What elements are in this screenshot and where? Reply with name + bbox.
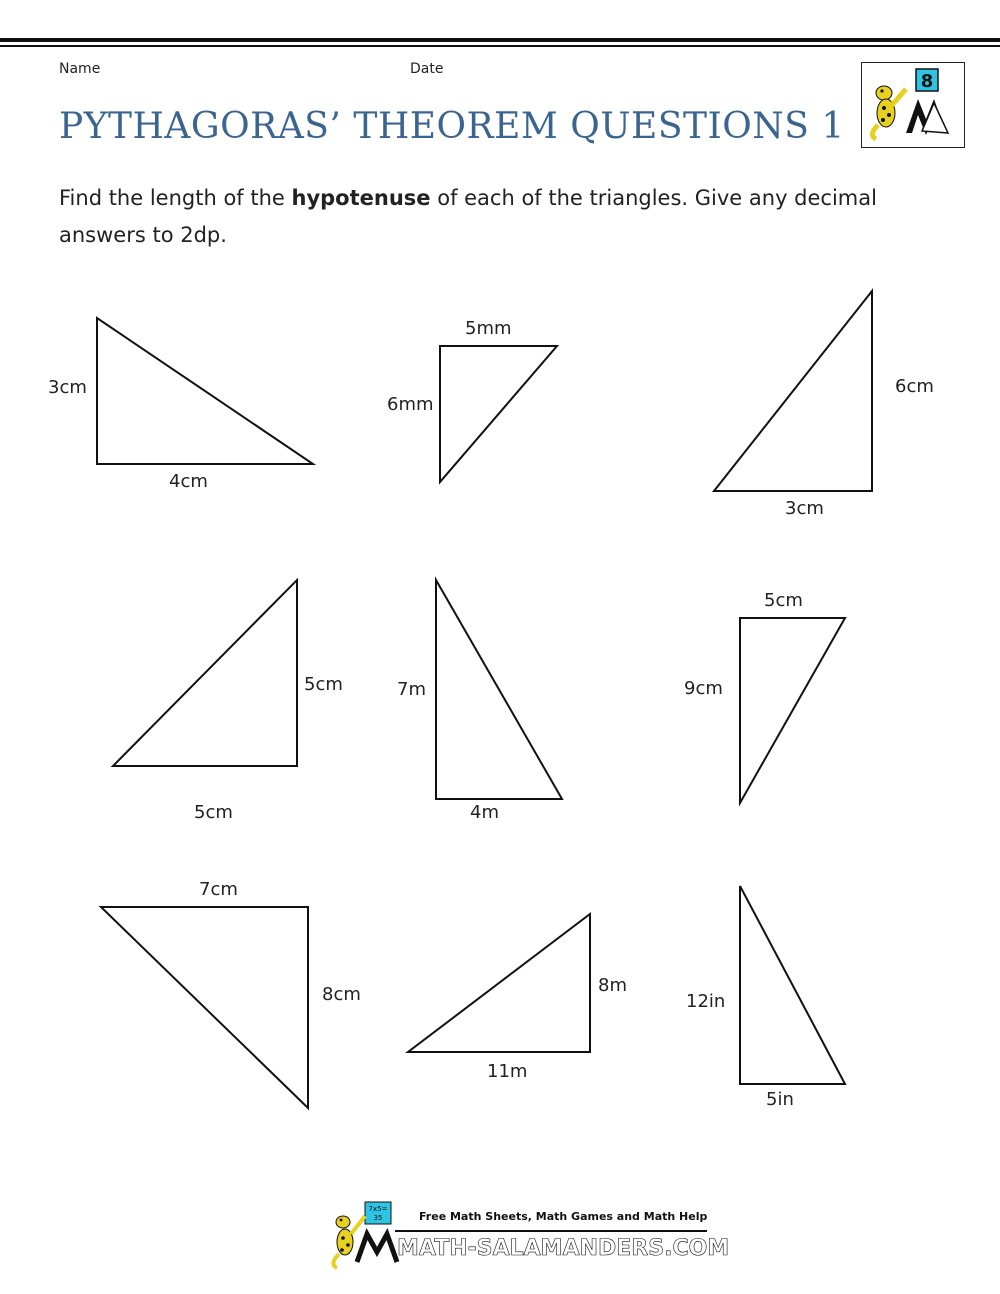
triangle-9-side-b-label: 5in bbox=[766, 1089, 794, 1110]
instructions-keyword: hypotenuse bbox=[291, 186, 431, 210]
triangle-6-side-a-label: 5cm bbox=[764, 590, 803, 611]
triangle-5-side-a-label: 7m bbox=[397, 679, 426, 700]
footer-tagline: Free Math Sheets, Math Games and Math Help bbox=[419, 1210, 708, 1223]
salamander-logo-icon bbox=[327, 1200, 407, 1270]
footer bbox=[327, 1200, 730, 1270]
triangle-7 bbox=[101, 907, 308, 1108]
triangle-4-side-b-label: 5cm bbox=[194, 802, 233, 823]
triangle-7-side-b-label: 8cm bbox=[322, 984, 361, 1005]
triangle-4-side-a-label: 5cm bbox=[304, 674, 343, 695]
triangle-3 bbox=[714, 291, 872, 491]
triangle-2-side-b-label: 6mm bbox=[387, 394, 434, 415]
triangle-2-side-a-label: 5mm bbox=[465, 318, 512, 339]
triangle-9 bbox=[740, 886, 845, 1084]
triangle-5 bbox=[436, 580, 562, 799]
triangle-6-side-b-label: 9cm bbox=[684, 678, 723, 699]
triangle-3-side-b-label: 3cm bbox=[785, 498, 824, 519]
triangle-1-side-b-label: 4cm bbox=[169, 471, 208, 492]
triangle-5-side-b-label: 4m bbox=[470, 802, 499, 823]
triangle-1-side-a-label: 3cm bbox=[48, 377, 87, 398]
instructions-text-2: of each of the triangles. Give any decimal answers to 2dp. bbox=[59, 186, 877, 247]
triangle-6 bbox=[740, 618, 845, 803]
logo-badge: 8 bbox=[920, 71, 934, 92]
triangle-8 bbox=[408, 914, 590, 1052]
footer-sign-text: 7x5= bbox=[368, 1205, 388, 1213]
footer-brand: MATH-SALAMANDERS.COM bbox=[397, 1236, 730, 1261]
page-title: PYTHAGORAS’ THEOREM QUESTIONS 1 bbox=[59, 106, 845, 147]
triangle-4 bbox=[113, 580, 297, 766]
triangle-9-side-a-label: 12in bbox=[686, 991, 726, 1012]
instructions-text-1: Find the length of the bbox=[59, 186, 292, 210]
triangle-1 bbox=[97, 318, 313, 464]
footer-rule bbox=[395, 1230, 707, 1232]
triangle-8-side-b-label: 11m bbox=[487, 1061, 528, 1082]
triangle-2 bbox=[440, 346, 557, 482]
name-label: Name bbox=[59, 61, 101, 77]
date-label: Date bbox=[410, 61, 444, 77]
triangle-7-side-a-label: 7cm bbox=[199, 879, 238, 900]
triangle-3-side-a-label: 6cm bbox=[895, 376, 934, 397]
triangle-8-side-a-label: 8m bbox=[598, 975, 627, 996]
footer-sign-text-2: 35 bbox=[373, 1214, 383, 1222]
